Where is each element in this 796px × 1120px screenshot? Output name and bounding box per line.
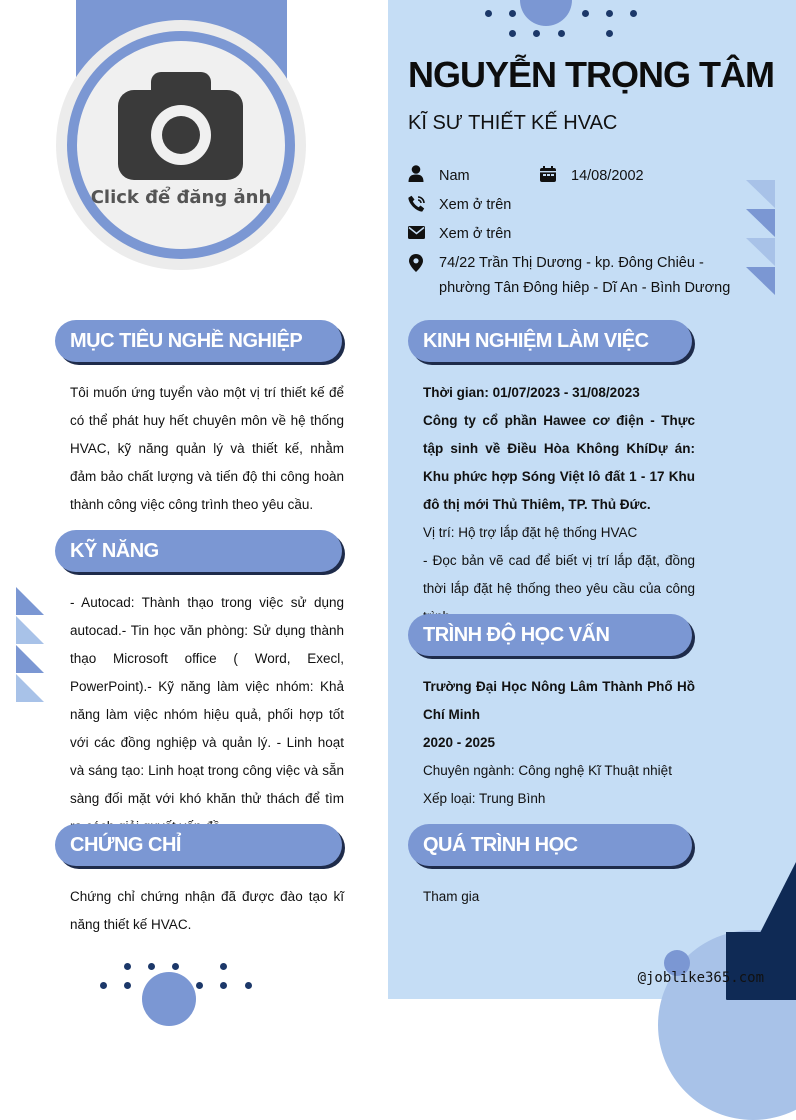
- experience-company: Công ty cổ phần Hawee cơ điện - Thực tập sinh về Điều Hòa Không KhíDự án: Khu phức hợp Sóng Việt lô đất 1 - 17 Khu đô thị mới Thủ Thiêm, TP. Thủ Đức.: [423, 413, 695, 512]
- calendar-icon: [540, 166, 556, 182]
- objective-text: Tôi muốn ứng tuyển vào một vị trí thiết kế để có thể phát huy hết chuyên môn về hệ thống HVAC, kỹ năng quản lý và thiết kế, nhằm đảm bảo chất lượng và tiến độ thi công hoàn thành công việc công trình theo yêu cầu.: [70, 385, 344, 512]
- education-block: [423, 673, 695, 813]
- education-major: Chuyên ngành: Công nghệ Kĩ Thuật nhiệt: [423, 763, 672, 778]
- job-title: KĨ SƯ THIẾT KẾ HVAC: [408, 112, 618, 134]
- experience-duty: - Đọc bản vẽ cad để biết vị trí lắp đặt, đồng thời lắp đặt hệ thống theo yêu cầu của công: [423, 553, 695, 596]
- certificates-heading: CHỨNG CHỈ: [55, 824, 342, 866]
- experience-heading: KINH NGHIỆM LÀM VIỆC: [408, 320, 692, 362]
- objective-heading: MỤC TIÊU NGHỀ NGHIỆP: [55, 320, 342, 362]
- location-pin-icon: [409, 254, 423, 272]
- activities-text: Tham gia: [423, 889, 480, 904]
- camera-icon[interactable]: [118, 72, 244, 180]
- experience-time: Thời gian: 01/07/2023 - 31/08/2023: [423, 385, 640, 400]
- address-line-2: phường Tân Đông hiêp - Dĩ An - Bình Dương: [439, 280, 731, 296]
- activities-heading: QUÁ TRÌNH HỌC: [408, 824, 692, 866]
- certificates-text: Chứng chỉ chứng nhận đã được đào tạo kĩ năng thiết kế HVAC.: [70, 889, 344, 932]
- gender-value: Nam: [439, 168, 470, 184]
- education-school: Trường Đại Học Nông Lâm Thành Phố Hồ Chí Minh: [423, 679, 695, 722]
- email-value: Xem ở trên: [439, 226, 512, 242]
- mail-icon: [408, 226, 425, 239]
- phone-value: Xem ở trên: [439, 197, 512, 213]
- experience-position: Vị trí: Hộ trợ lắp đặt hệ thống HVAC: [423, 525, 638, 540]
- watermark: @joblike365.com: [637, 970, 764, 986]
- address-line-1: 74/22 Trần Thị Dương - kp. Đông Chiêu -: [439, 255, 704, 271]
- skills-heading: KỸ NĂNG: [55, 530, 342, 572]
- education-grade: Xếp loại: Trung Bình: [423, 791, 546, 806]
- photo-caption[interactable]: Click để đăng ảnh: [90, 187, 272, 208]
- education-years: 2020 - 2025: [423, 735, 496, 750]
- experience-block: [423, 379, 695, 631]
- education-heading: TRÌNH ĐỘ HỌC VẤN: [408, 614, 692, 656]
- user-icon: [408, 165, 424, 182]
- candidate-name: NGUYỄN TRỌNG TÂM: [408, 54, 774, 95]
- phone-icon: [408, 195, 426, 213]
- skills-text: - Autocad: Thành thạo trong việc sử dụng autocad.- Tin học văn phòng: Sử dụng thành thạo Microsoft office ( Word, Execl, PowerPoint).- Kỹ năng làm việc nhóm: Khả năng làm việc nhóm hiệu quả, phối hợp tốt với các đồng nghiệp và quản lý. - Linh hoạt và sáng tạo: Linh hoạt trong công việc và sẵn sàng đối mặt với khó khăn thử thách để tìm: [70, 595, 344, 806]
- dob-value: 14/08/2002: [571, 168, 644, 184]
